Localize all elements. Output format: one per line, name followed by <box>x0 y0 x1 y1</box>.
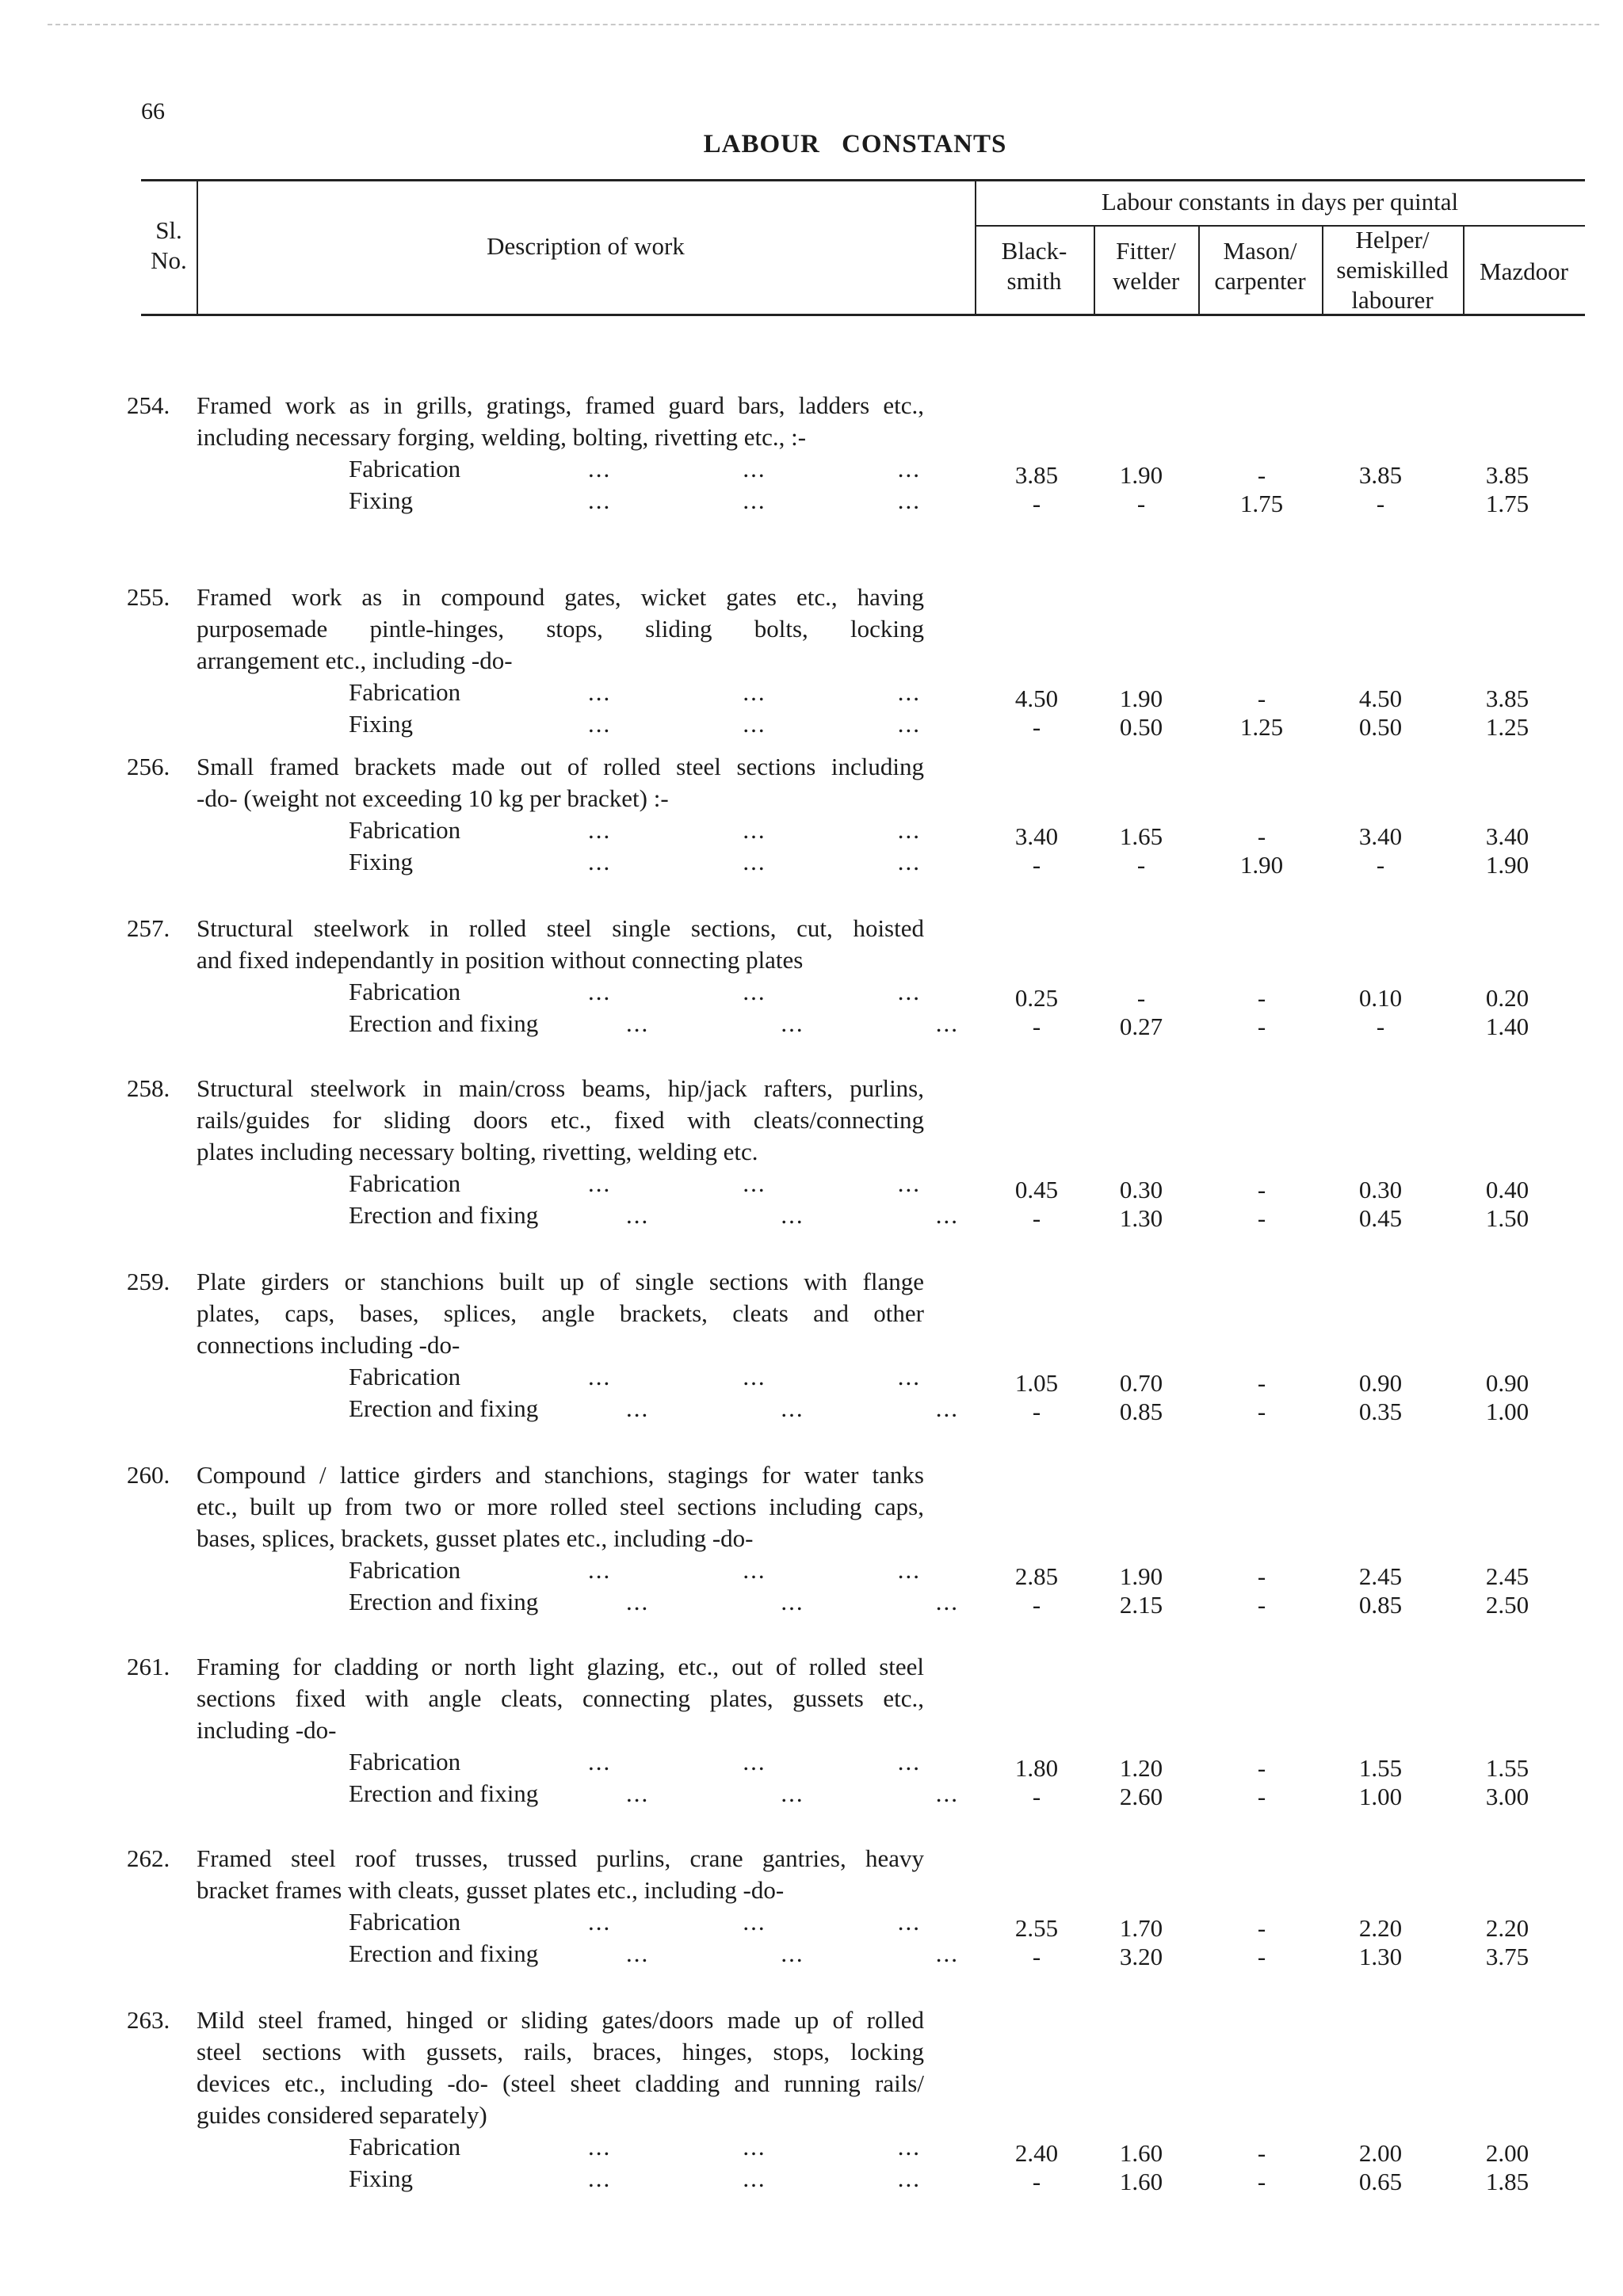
item-number: 261. <box>127 1653 170 1680</box>
leader-dots: ... ... ... <box>588 848 921 875</box>
leader-dots: ... ... ... <box>588 710 921 738</box>
labour-value: - <box>1257 2168 1266 2195</box>
labour-value: 0.45 <box>1014 1176 1059 1203</box>
description-line: and fixed independantly in position without connecting plates <box>197 946 804 974</box>
labour-value: - <box>1376 1013 1385 1040</box>
labour-value: 1.85 <box>1485 2168 1529 2195</box>
labour-value: 2.55 <box>1014 1914 1059 1942</box>
leader-dots: ... ... ... <box>588 1748 921 1775</box>
sub-row-label: Fabrication <box>349 1363 461 1390</box>
sub-row-label: Fabrication <box>349 1908 461 1936</box>
labour-value: 2.85 <box>1014 1562 1059 1590</box>
sub-row-label: Fixing <box>349 2164 413 2192</box>
labour-value: 0.45 <box>1358 1204 1403 1232</box>
sub-row <box>0 1586 1623 1618</box>
description-line: purposemade pintle-hinges, stops, sliding bolts, locking <box>197 615 924 643</box>
leader-dots: ... ... ... <box>626 1009 959 1037</box>
sub-row-label: Fabrication <box>349 1556 461 1584</box>
sub-row-label: Fabrication <box>349 978 461 1005</box>
labour-value: 3.00 <box>1485 1783 1529 1810</box>
sub-row-label: Erection and fixing <box>349 1588 539 1615</box>
labour-value: - <box>1136 490 1146 517</box>
header-line: smith <box>1006 267 1062 295</box>
sub-row <box>0 1199 1623 1231</box>
labour-value: - <box>1257 685 1266 712</box>
sub-row <box>0 1778 1623 1810</box>
sub-row-label: Erection and fixing <box>349 1201 539 1229</box>
item-number: 262. <box>127 1844 170 1872</box>
labour-value: 0.20 <box>1485 984 1529 1012</box>
labour-value: - <box>1257 1943 1266 1970</box>
labour-value: 1.70 <box>1119 1914 1163 1942</box>
scan-edge-line <box>48 24 1599 25</box>
labour-value: 0.85 <box>1119 1398 1163 1425</box>
labour-value: 2.00 <box>1358 2139 1403 2167</box>
sub-row <box>0 1361 1623 1397</box>
labour-value: - <box>1257 1176 1266 1203</box>
labour-value: 1.25 <box>1485 713 1529 741</box>
labour-value: 1.90 <box>1119 685 1163 712</box>
labour-value: 0.65 <box>1358 2168 1403 2195</box>
labour-value: 3.85 <box>1485 685 1529 712</box>
labour-value: 0.27 <box>1119 1013 1163 1040</box>
sub-row <box>0 677 1623 712</box>
labour-value: - <box>1032 1783 1041 1810</box>
labour-value: - <box>1032 1591 1041 1619</box>
description-line: Structural steelwork in main/cross beams, hip/jack rafters, purlins, <box>197 1074 924 1102</box>
description-line: Compound / lattice girders and stanchions, stagings for water tanks <box>197 1461 924 1489</box>
labour-value: 2.50 <box>1485 1591 1529 1619</box>
header-line: semiskilled <box>1336 256 1449 284</box>
labour-value: 1.90 <box>1119 1562 1163 1590</box>
sub-row <box>0 976 1623 1012</box>
labour-value: - <box>1032 1943 1041 1970</box>
sub-row-label: Fabrication <box>349 455 461 482</box>
description-line: Mild steel framed, hinged or sliding gates/doors made up of rolled <box>197 2006 924 2034</box>
sub-row <box>0 1393 1623 1425</box>
labour-value: 1.30 <box>1119 1204 1163 1232</box>
labour-value: - <box>1257 1754 1266 1782</box>
labour-value: - <box>1032 713 1041 741</box>
description-line: Framing for cladding or north light glazing, etc., out of rolled steel <box>197 1653 924 1680</box>
labour-value: - <box>1136 984 1146 1012</box>
labour-value: 1.50 <box>1485 1204 1529 1232</box>
description-line: bracket frames with cleats, gusset plates etc., including -do- <box>197 1876 785 1904</box>
header-mazdoor <box>1463 257 1585 287</box>
leader-dots: ... ... ... <box>588 978 921 1005</box>
labour-value: 0.35 <box>1358 1398 1403 1425</box>
header-line: labourer <box>1351 286 1434 314</box>
item-number: 257. <box>127 914 170 942</box>
description-line: Structural steelwork in rolled steel single sections, cut, hoisted <box>197 914 924 942</box>
description-line: plates, caps, bases, splices, angle brackets, cleats and other <box>197 1299 924 1327</box>
labour-value: 1.25 <box>1239 713 1284 741</box>
leader-dots: ... ... ... <box>588 2164 921 2192</box>
labour-value: 3.85 <box>1485 461 1529 489</box>
item-number: 254. <box>127 391 170 419</box>
labour-value: 1.65 <box>1119 822 1163 850</box>
labour-value: - <box>1257 1591 1266 1619</box>
labour-value: 1.75 <box>1239 490 1284 517</box>
sub-row <box>0 2131 1623 2167</box>
labour-value: 1.60 <box>1119 2168 1163 2195</box>
header-mason-carpenter <box>1198 236 1322 296</box>
description-line: including -do- <box>197 1716 337 1744</box>
labour-value: - <box>1376 851 1385 879</box>
sub-row <box>0 485 1623 517</box>
leader-dots: ... ... ... <box>626 1939 959 1967</box>
labour-value: 1.75 <box>1485 490 1529 517</box>
labour-value: 3.40 <box>1358 822 1403 850</box>
description-line: Framed work as in compound gates, wicket gates etc., having <box>197 583 924 611</box>
sub-row-label: Erection and fixing <box>349 1009 539 1037</box>
labour-value: 0.25 <box>1014 984 1059 1012</box>
leader-dots: ... ... ... <box>588 1363 921 1390</box>
labour-value: 2.45 <box>1358 1562 1403 1590</box>
header-fitter-welder <box>1094 236 1198 296</box>
labour-value: 2.60 <box>1119 1783 1163 1810</box>
sub-row-label: Fabrication <box>349 816 461 844</box>
labour-value: 0.10 <box>1358 984 1403 1012</box>
item-number: 258. <box>127 1074 170 1102</box>
header-sl-no <box>141 215 197 276</box>
labour-value: - <box>1032 1204 1041 1232</box>
header-line: carpenter <box>1214 267 1306 295</box>
description-line: Small framed brackets made out of rolled steel sections including <box>197 753 924 780</box>
sub-row-label: Erection and fixing <box>349 1779 539 1807</box>
description-line: guides considered separately) <box>197 2101 487 2129</box>
labour-value: 0.50 <box>1358 713 1403 741</box>
leader-dots: ... ... ... <box>588 2133 921 2161</box>
sub-row <box>0 708 1623 740</box>
sub-row <box>0 2163 1623 2195</box>
item-number: 260. <box>127 1461 170 1489</box>
item-description <box>197 913 924 976</box>
description-line: rails/guides for sliding doors etc., fixed with cleats/connecting <box>197 1106 924 1134</box>
labour-value: - <box>1032 1398 1041 1425</box>
header-no-line: No. <box>151 246 187 274</box>
labour-value: 4.50 <box>1358 685 1403 712</box>
header-group-label: Labour constants in days per quintal <box>1101 188 1459 215</box>
description-line: etc., built up from two or more rolled steel sections including caps, <box>197 1493 924 1520</box>
labour-value: 1.30 <box>1358 1943 1403 1970</box>
labour-value: - <box>1376 490 1385 517</box>
leader-dots: ... ... ... <box>588 1169 921 1197</box>
item-description <box>197 1843 924 1906</box>
leader-dots: ... ... ... <box>626 1779 959 1807</box>
labour-value: 0.90 <box>1358 1369 1403 1397</box>
item-description <box>197 1459 924 1554</box>
sub-row <box>0 1906 1623 1942</box>
labour-value: - <box>1032 490 1041 517</box>
item-description <box>197 1651 924 1746</box>
header-line: Mason/ <box>1223 237 1297 265</box>
labour-value: - <box>1257 822 1266 850</box>
header-line: Black- <box>1001 237 1067 265</box>
labour-value: - <box>1032 1013 1041 1040</box>
labour-value: 0.30 <box>1119 1176 1163 1203</box>
labour-value: 3.75 <box>1485 1943 1529 1970</box>
labour-value: - <box>1257 2139 1266 2167</box>
labour-value: 3.40 <box>1014 822 1059 850</box>
sub-row <box>0 1746 1623 1782</box>
labour-value: 1.90 <box>1239 851 1284 879</box>
labour-value: 0.85 <box>1358 1591 1403 1619</box>
header-description: Description of work <box>487 232 685 260</box>
labour-value: 3.85 <box>1358 461 1403 489</box>
description-line: arrangement etc., including -do- <box>197 646 513 674</box>
labour-value: - <box>1032 2168 1041 2195</box>
labour-value: - <box>1136 851 1146 879</box>
labour-value: 1.80 <box>1014 1754 1059 1782</box>
sub-row-label: Erection and fixing <box>349 1394 539 1422</box>
header-line: welder <box>1112 267 1180 295</box>
labour-value: 1.20 <box>1119 1754 1163 1782</box>
labour-value: 1.60 <box>1119 2139 1163 2167</box>
labour-value: 2.20 <box>1358 1914 1403 1942</box>
sub-row <box>0 1554 1623 1590</box>
description-line: Plate girders or stanchions built up of single sections with flange <box>197 1268 924 1295</box>
description-line: connections including -do- <box>197 1331 460 1359</box>
leader-dots: ... ... ... <box>588 1556 921 1584</box>
labour-value: 2.40 <box>1014 2139 1059 2167</box>
labour-value: - <box>1257 1914 1266 1942</box>
description-line: steel sections with gussets, rails, braces, hinges, stops, locking <box>197 2038 924 2065</box>
leader-dots: ... ... ... <box>588 455 921 482</box>
item-description <box>197 390 924 453</box>
labour-value: 4.50 <box>1014 685 1059 712</box>
description-line: sections fixed with angle cleats, connecting plates, gussets etc., <box>197 1684 924 1712</box>
item-number: 255. <box>127 583 170 611</box>
labour-value: - <box>1257 984 1266 1012</box>
header-sl-line: Sl. <box>155 216 182 244</box>
item-description <box>197 2004 924 2131</box>
item-number: 259. <box>127 1268 170 1295</box>
sub-row-label: Erection and fixing <box>349 1939 539 1967</box>
page-number: 66 <box>141 98 165 124</box>
leader-dots: ... ... ... <box>626 1201 959 1229</box>
labour-value: 3.40 <box>1485 822 1529 850</box>
header-helper <box>1322 225 1463 315</box>
sub-row-label: Fabrication <box>349 1748 461 1775</box>
sub-row-label: Fixing <box>349 710 413 738</box>
header-line: Helper/ <box>1355 226 1430 254</box>
page-title: LABOUR CONSTANTS <box>703 130 1007 158</box>
labour-value: - <box>1257 1398 1266 1425</box>
item-description <box>197 751 924 814</box>
header-top-rule <box>141 179 1585 181</box>
sub-row <box>0 453 1623 489</box>
labour-value: - <box>1257 1204 1266 1232</box>
labour-value: 1.55 <box>1358 1754 1403 1782</box>
sub-row-label: Fabrication <box>349 2133 461 2161</box>
labour-value: 1.90 <box>1119 461 1163 489</box>
labour-value: 0.90 <box>1485 1369 1529 1397</box>
labour-value: 0.40 <box>1485 1176 1529 1203</box>
description-line: Framed steel roof trusses, trussed purlins, crane gantries, heavy <box>197 1844 924 1872</box>
labour-value: 2.45 <box>1485 1562 1529 1590</box>
labour-value: 2.20 <box>1485 1914 1529 1942</box>
description-line: including necessary forging, welding, bolting, rivetting etc., :- <box>197 423 807 451</box>
labour-value: 1.40 <box>1485 1013 1529 1040</box>
header-blacksmith <box>975 236 1094 296</box>
labour-value: - <box>1257 1369 1266 1397</box>
labour-value: 0.70 <box>1119 1369 1163 1397</box>
labour-value: 3.85 <box>1014 461 1059 489</box>
description-line: bases, splices, brackets, gusset plates etc., including -do- <box>197 1524 754 1552</box>
labour-value: 1.00 <box>1485 1398 1529 1425</box>
labour-value: - <box>1257 1783 1266 1810</box>
sub-row-label: Fabrication <box>349 678 461 706</box>
sub-row-label: Fabrication <box>349 1169 461 1197</box>
leader-dots: ... ... ... <box>626 1394 959 1422</box>
item-number: 263. <box>127 2006 170 2034</box>
labour-value: 1.55 <box>1485 1754 1529 1782</box>
labour-value: 1.05 <box>1014 1369 1059 1397</box>
labour-value: 1.00 <box>1358 1783 1403 1810</box>
labour-value: 0.50 <box>1119 713 1163 741</box>
labour-value: - <box>1032 851 1041 879</box>
description-line: plates including necessary bolting, rivetting, welding etc. <box>197 1138 758 1165</box>
description-line: Framed work as in grills, gratings, framed guard bars, ladders etc., <box>197 391 924 419</box>
sub-row <box>0 846 1623 878</box>
item-description <box>197 1266 924 1361</box>
labour-value: 0.30 <box>1358 1176 1403 1203</box>
header-group-rule <box>975 225 1585 227</box>
labour-value: 2.00 <box>1485 2139 1529 2167</box>
leader-dots: ... ... ... <box>588 486 921 514</box>
labour-value: - <box>1257 1013 1266 1040</box>
header-line: Fitter/ <box>1116 237 1176 265</box>
sub-row <box>0 1168 1623 1203</box>
sub-row <box>0 1008 1623 1039</box>
sub-row <box>0 1938 1623 1970</box>
labour-value: 1.90 <box>1485 851 1529 879</box>
leader-dots: ... ... ... <box>626 1588 959 1615</box>
leader-dots: ... ... ... <box>588 1908 921 1936</box>
description-line: -do- (weight not exceeding 10 kg per bracket) :- <box>197 784 669 812</box>
leader-dots: ... ... ... <box>588 816 921 844</box>
labour-value: - <box>1257 1562 1266 1590</box>
sub-row-label: Fixing <box>349 848 413 875</box>
sub-row-label: Fixing <box>349 486 413 514</box>
item-number: 256. <box>127 753 170 780</box>
header-line: Mazdoor <box>1480 257 1568 285</box>
labour-value: - <box>1257 461 1266 489</box>
labour-value: 2.15 <box>1119 1591 1163 1619</box>
item-description <box>197 582 924 677</box>
labour-value: 3.20 <box>1119 1943 1163 1970</box>
leader-dots: ... ... ... <box>588 678 921 706</box>
item-description <box>197 1073 924 1168</box>
description-line: devices etc., including -do- (steel sheet cladding and running rails/ <box>197 2069 924 2097</box>
sub-row <box>0 814 1623 850</box>
